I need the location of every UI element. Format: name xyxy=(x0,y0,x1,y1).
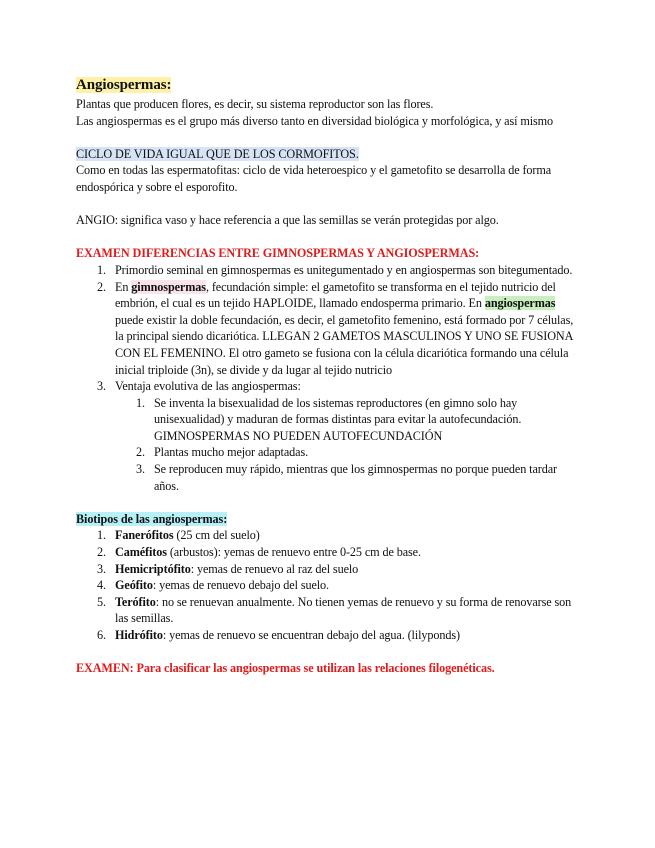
sub-list-item: 1. Se inventa la bisexualidad de los sistemas reproductores (en gimno solo hay unisexualidad) y maduran de formas distintas para evitar la autofecundación. GIMNOSPERMAS NO PUEDEN AUTOFECUNDACIÓN xyxy=(136,395,522,443)
differences-list xyxy=(76,262,581,494)
life-cycle-text: Como en todas las espermatofitas: ciclo de vida heteroespico y el gametofito se desarrolla de forma endospórica y sobre el esporofito. xyxy=(76,163,552,194)
list-item: 4. Geófito: yemas de renuevo debajo del suelo. xyxy=(97,578,329,593)
document-page xyxy=(76,76,581,677)
list-item: 1. Fanerófitos (25 cm del suelo) xyxy=(97,528,260,543)
sub-list-item: 2. Plantas mucho mejor adaptadas. xyxy=(136,445,309,460)
life-cycle-highlight: CICLO DE VIDA IGUAL QUE DE LOS CORMOFITOS. xyxy=(76,146,359,161)
term-gimnospermas: gimnospermas xyxy=(131,279,206,294)
biotypes-heading xyxy=(76,511,581,528)
list-item: 3. Hemicriptófito: yemas de renuevo al raz del suelo xyxy=(97,561,359,576)
term-angiospermas: angiospermas xyxy=(484,296,556,311)
list-item: 1. Primordio seminal en gimnospermas es unitegumentado y en angiospermas son bitegumentado. xyxy=(97,262,573,277)
list-item: 3. Ventaja evolutiva de las angiospermas: xyxy=(97,379,301,394)
exam-differences-heading: EXAMEN DIFERENCIAS ENTRE GIMNOSPERMAS Y ANGIOSPERMAS: xyxy=(76,246,480,261)
exam-classification-note: EXAMEN: Para clasificar las angiospermas se utilizan las relaciones filogenéticas. xyxy=(76,661,495,676)
list-item: 6. Hidrófito: yemas de renuevo se encuentran debajo del agua. (lilyponds) xyxy=(97,628,460,642)
section-title xyxy=(76,76,581,95)
list-item: 2. Caméfitos (arbustos): yemas de renuevo entre 0-25 cm de base. xyxy=(97,545,421,560)
biotypes-highlight: Biotipos de las angiospermas: xyxy=(76,511,228,526)
biotypes-list xyxy=(76,527,581,643)
list-item: 5. Terófito: no se renuevan anualmente. No tienen yemas de renuevo y su forma de renovarse son las semillas. xyxy=(97,594,572,626)
intro-line-1: Plantas que producen flores, es decir, su sistema reproductor son las flores. xyxy=(76,97,434,111)
life-cycle-heading xyxy=(76,146,581,163)
intro-line-2: Las angiospermas es el grupo más diverso tanto en diversidad biológica y morfológica, y así mismo xyxy=(76,113,554,128)
title-highlight: Angiospermas: xyxy=(76,77,172,93)
angio-definition: ANGIO: significa vaso y hace referencia a que las semillas se verán protegidas por algo. xyxy=(76,213,499,228)
sub-list-item: 3. Se reproducen muy rápido, mientras que los gimnospermas no porque pueden tardar años. xyxy=(136,462,557,493)
list-item: 2. En gimnospermas, fecundación simple: el gametofito se transforma en el tejido nutricio del embrión, el cual es un tejido HAPLOIDE, llamado endosperma primario. En angiospermas puede existir la doble fecundación, es decir, el gametofito femenino, está formado por 7 células, la principal siendo dicariótica. LLEGAN 2 GAMETOS MASCULINOS Y UNO SE FUSIONA CON EL FEMENINO. El otro gameto se fusiona con la célula dicariótica formando una célula inicial triploide (3n), se divide y da lugar al tejido nutricio xyxy=(97,279,574,377)
